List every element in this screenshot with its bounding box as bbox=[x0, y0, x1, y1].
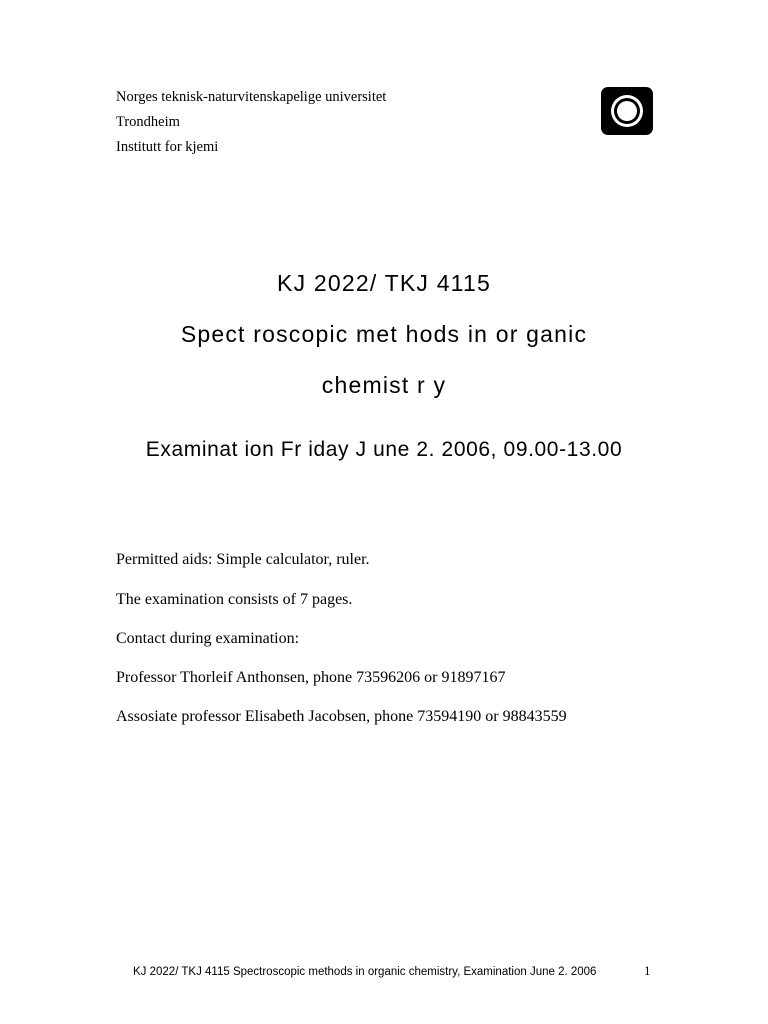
page-count: The examination consists of 7 pages. bbox=[116, 591, 353, 608]
page-number: 1 bbox=[644, 963, 651, 978]
course-name-line-1: Spect roscopic met hods in or ganic bbox=[180, 321, 588, 347]
ntnu-logo-icon bbox=[601, 87, 653, 135]
contact-associate-professor: Assosiate professor Elisabeth Jacobsen, phone 73594190 or 98843559 bbox=[116, 708, 567, 725]
permitted-aids: Permitted aids: Simple calculator, ruler. bbox=[116, 551, 370, 568]
course-code: KJ 2022/ TKJ 4115 bbox=[277, 270, 491, 296]
city-name: Trondheim bbox=[116, 114, 180, 130]
course-name-line-2: chemist r y bbox=[321, 372, 447, 398]
contact-heading: Contact during examination: bbox=[116, 630, 300, 647]
footer-text: KJ 2022/ TKJ 4115 Spectroscopic methods in organic chemistry, Examination June 2. 2006 bbox=[133, 966, 597, 978]
contact-professor: Professor Thorleif Anthonsen, phone 73596206 or 91897167 bbox=[116, 669, 506, 686]
exam-date-time: Examinat ion Fr iday J une 2. 2006, 09.00-13.00 bbox=[145, 438, 623, 461]
logo-ring bbox=[614, 98, 640, 124]
department-name: Institutt for kjemi bbox=[116, 139, 219, 155]
university-name: Norges teknisk-naturvitenskapelige universitet bbox=[116, 89, 387, 105]
